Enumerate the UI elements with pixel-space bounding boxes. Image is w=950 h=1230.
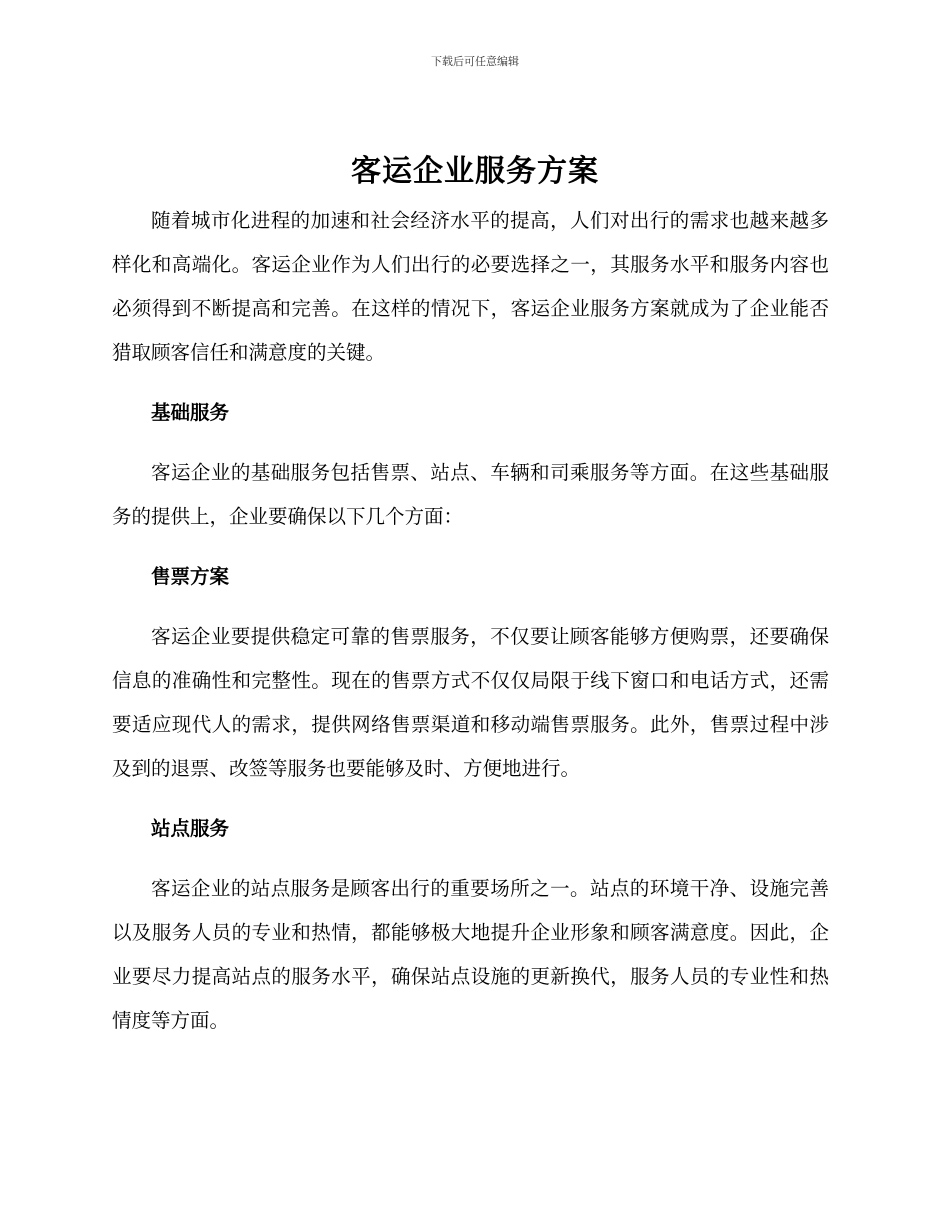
paragraph-gap: [112, 539, 829, 555]
intro-paragraph: 随着城市化进程的加速和社会经济水平的提高，人们对出行的需求也越来越多样化和高端化。客运企业作为人们出行的必要选择之一，其服务水平和服务内容也必须得到不断提高和完善。在这样的情况下，客运企业服务方案就成为了企业能否猎取顾客信任和满意度的关键。: [112, 209, 829, 364]
section-paragraph-ticketing: 客运企业要提供稳定可靠的售票服务，不仅要让顾客能够方便购票，还要确保信息的准确性和完整性。现在的售票方式不仅仅局限于线下窗口和电话方式，还需要适应现代人的需求，提供网络售票渠道和移动端售票服务。此外，售票过程中涉及到的退票、改签等服务也要能够及时、方便地进行。: [112, 625, 829, 780]
header-note: 下载后可任意编辑: [431, 55, 519, 68]
section-paragraph-station-service: 客运企业的站点服务是顾客出行的重要场所之一。站点的环境干净、设施完善以及服务人员的专业和热情，都能够极大地提升企业形象和顾客满意度。因此，企业要尽力提高站点的服务水平，确保站点设施的更新换代，服务人员的专业性和热情度等方面。: [112, 877, 829, 1032]
paragraph-gap: [112, 851, 829, 867]
paragraph-gap: [112, 599, 829, 615]
paragraph-gap: [112, 791, 829, 807]
section-paragraph-basic-service: 客运企业的基础服务包括售票、站点、车辆和司乘服务等方面。在这些基础服务的提供上，企业要确保以下几个方面：: [112, 461, 829, 528]
section-heading-basic-service: 基础服务: [151, 401, 230, 424]
paragraph-gap: [112, 375, 829, 391]
document-title: 客运企业服务方案: [351, 154, 599, 189]
document-body: [112, 199, 829, 1043]
section-heading-ticketing: 售票方案: [151, 565, 230, 588]
section-heading-station-service: 站点服务: [151, 817, 230, 840]
paragraph-gap: [112, 435, 829, 451]
